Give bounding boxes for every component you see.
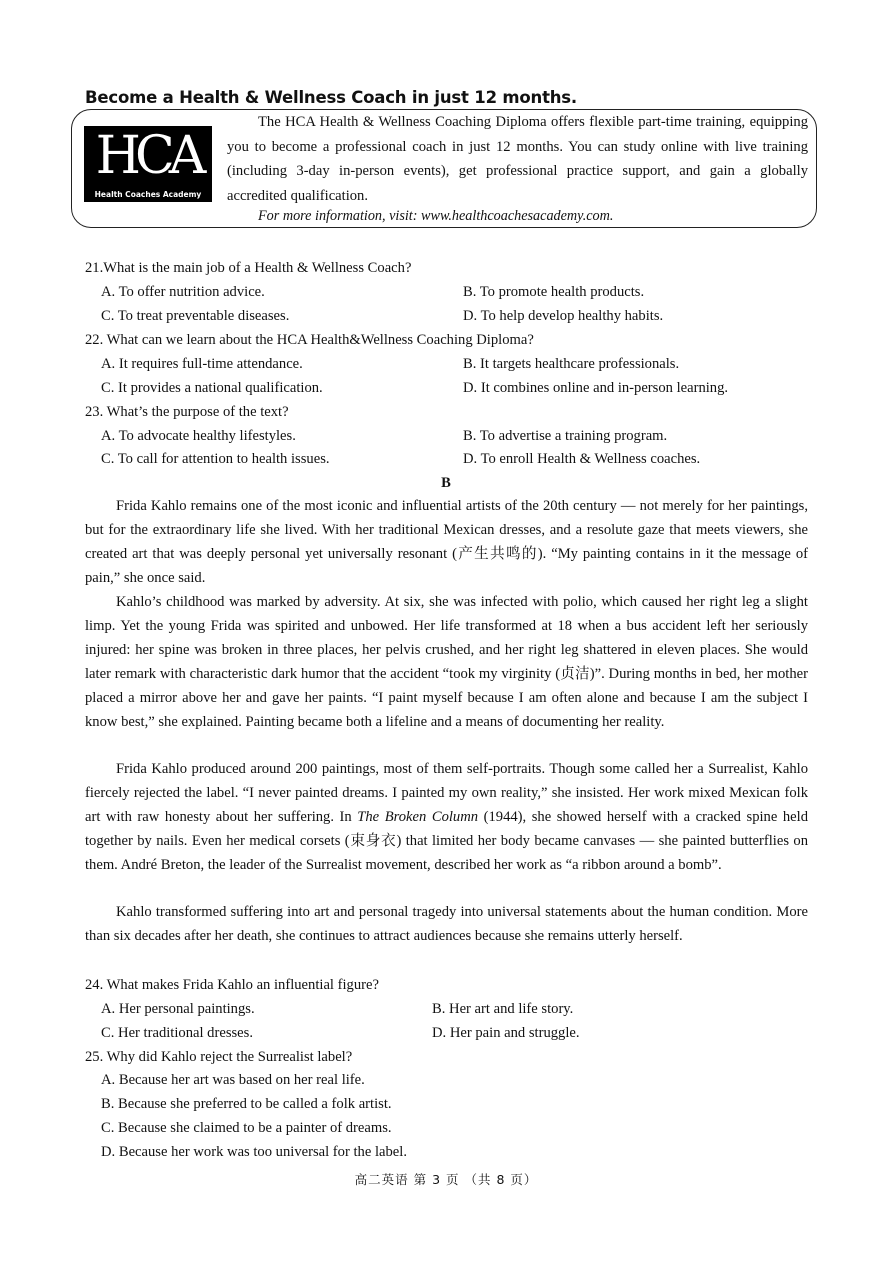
- question-22-option-b: B. It targets healthcare professionals.: [463, 356, 680, 372]
- question-21-option-a: A. To offer nutrition advice.: [101, 284, 265, 300]
- question-21-option-d: D. To help develop healthy habits.: [463, 308, 664, 324]
- passage-paragraph-4: Kahlo transformed suffering into art and personal tragedy into universal statements about the human condition. More than six decades after her death, she continues to attract audiences because she remains utterly herself.: [85, 904, 808, 944]
- question-22-option-a: A. It requires full-time attendance.: [101, 356, 303, 372]
- question-21-option-b: B. To promote health products.: [463, 284, 645, 300]
- passage-paragraph-2: Kahlo’s childhood was marked by adversity. At six, she was infected with polio, which caused her right leg a slight limp. Yet the young Frida was spirited and unbowed. Her life transformed at 18 when a bus accident left her seriously injured: her spine was broken in three places, her pelvis crushed, and her right leg shattered in eleven places. She would later remark with characteristic dark humor that the accident “took my virginity (贞洁)”. During months in bed, her mother placed a mirror above her and gave her paints. “I paint myself because I am often alone and because I am the subject I know best,” she explained. Painting became both a lifeline and a means of documenting her reality.: [85, 594, 808, 730]
- passage-paragraph-1: Frida Kahlo remains one of the most iconic and influential artists of the 20th century — not merely for her paintings, but for the extraordinary life she lived. With her traditional Mexican dresses, and a resolute gaze that meets viewers, she created art that was deeply personal yet universally resonant (产生共鸣的). “My painting contains in it the message of pain,” she once said.: [85, 498, 808, 586]
- ad-title: Become a Health & Wellness Coach in just 12 months.: [85, 88, 577, 107]
- question-23-option-d: D. To enroll Health & Wellness coaches.: [463, 451, 701, 467]
- question-23-option-b: B. To advertise a training program.: [463, 428, 668, 444]
- logo-mark: HCA: [95, 126, 201, 186]
- question-21-option-c: C. To treat preventable diseases.: [101, 308, 290, 324]
- hca-logo: [84, 126, 212, 202]
- question-23-option-c: C. To call for attention to health issues.: [101, 451, 330, 467]
- question-23-stem: 23. What’s the purpose of the text?: [85, 404, 289, 420]
- question-22-stem: 22. What can we learn about the HCA Health&Wellness Coaching Diploma?: [85, 332, 534, 348]
- passage-paragraph-3: [85, 758, 808, 878]
- question-25-stem: 25. Why did Kahlo reject the Surrealist label?: [85, 1049, 353, 1065]
- question-24-option-a: A. Her personal paintings.: [101, 1001, 255, 1017]
- question-24-option-c: C. Her traditional dresses.: [101, 1025, 253, 1041]
- question-25-option-c: C. Because she claimed to be a painter of dreams.: [101, 1120, 392, 1136]
- paragraph-3-text-b: (1944), she showed herself with a cracked spine held together by nails. Even her medical corsets (束身衣) that limited her body became canvases — she painted butterflies on them. André Breton, the leader of the Surrealist movement, described her work as “a ribbon around a bomb”.: [85, 808, 808, 873]
- question-24-option-b: B. Her art and life story.: [432, 1001, 574, 1017]
- question-25-option-b: B. Because she preferred to be called a folk artist.: [101, 1096, 392, 1112]
- question-25-option-d: D. Because her work was too universal for the label.: [101, 1144, 407, 1160]
- question-24-option-d: D. Her pain and struggle.: [432, 1025, 580, 1041]
- section-b-heading: B: [441, 475, 451, 491]
- ad-body: The HCA Health & Wellness Coaching Diploma offers flexible part-time training, equipping you to become a professional coach in just 12 months. You can study online with live training (including 3-day in-person events), get professional practice support, and gain a globally accredited qualification.: [227, 114, 808, 204]
- question-25-option-a: A. Because her art was based on her real life.: [101, 1072, 365, 1088]
- ad-info-link: For more information, visit: www.healthcoachesacademy.com.: [258, 208, 614, 224]
- question-22-option-c: C. It provides a national qualification.: [101, 380, 323, 396]
- question-22-option-d: D. It combines online and in-person learning.: [463, 380, 729, 396]
- paragraph-3-text-a: Frida Kahlo produced around 200 paintings, most of them self-portraits. Though some called her a Surrealist, Kahlo fiercely rejected the label. “I never painted dreams. I painted my own reality,” she insisted. Her work mixed Mexican folk art with raw honesty about her suffering. In: [85, 761, 808, 825]
- question-24-stem: 24. What makes Frida Kahlo an influential figure?: [85, 977, 379, 993]
- question-23-option-a: A. To advocate healthy lifestyles.: [101, 428, 296, 444]
- question-21-stem: 21.What is the main job of a Health & Wellness Coach?: [85, 260, 412, 276]
- logo-subtitle: Health Coaches Academy: [94, 190, 202, 199]
- page-footer: 高二英语 第 3 页 （共 8 页）: [354, 1172, 538, 1187]
- artwork-title: The Broken Column: [357, 808, 479, 825]
